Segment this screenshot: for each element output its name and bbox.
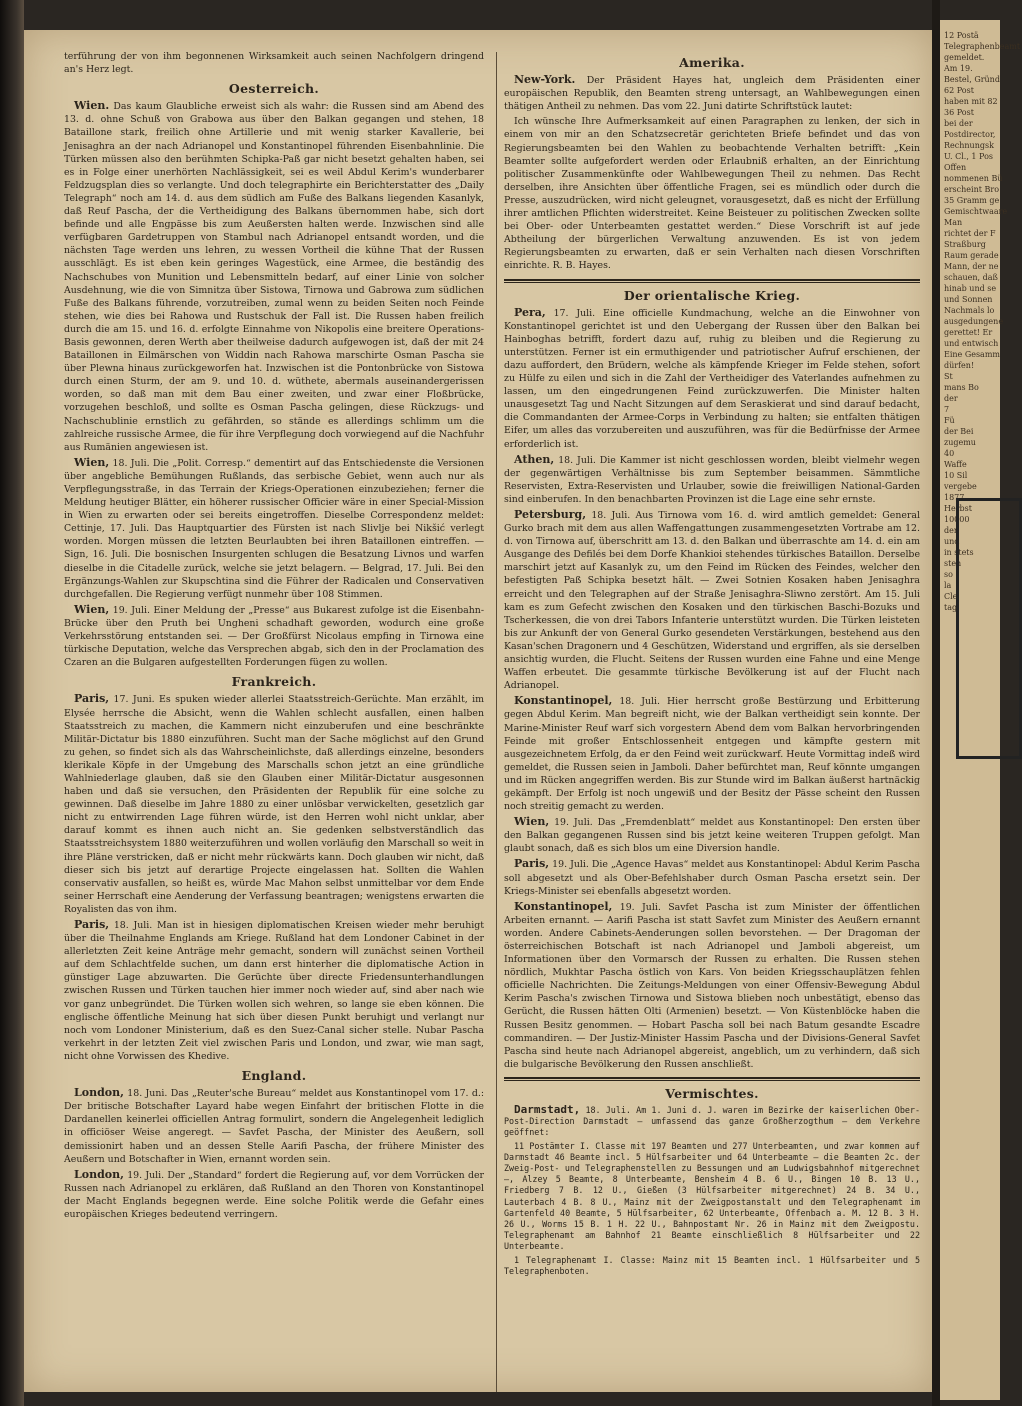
article-paragraph bbox=[64, 1086, 484, 1166]
article-text: 18. Juli. Die „Polit. Corresp.“ dementirt auf das Entschiedenste die Versionen über angebliche Bemühungen Rußlands, das serbische Gebiet, wenn auch nur als Verpflegungsstraße, in das Terrain der Kriegs-Operationen einzubeziehen; ferner die Meldung heutiger Blätter, ein höherer russischer Officier wäre in einer Special-Mission in Wien zu erwarten oder sei bereits eingetroffen. Dieselbe Correspondenz meldet: Cettinje, 17. Juli. Das Hauptquartier des Fürsten ist nach Slivlje bei Nikšić verlegt worden. Morgen müssen die letzten Beurlaubten bei ihren Bataillonen eintreffen. — Sign, 16. Juli. Die bosnischen Insurgenten schlugen die Besatzung Livnos und warfen dieselbe in die Citadelle zurück, welche sie jetzt belagern. — Belgrad, 17. Juli. Bei den Ergänzungs-Wahlen zur Skupschtina sind die Führer der Radicalen und Conservativen durchgefallen. Die Regierung verfügt nunmehr über 108 Stimmen. bbox=[64, 457, 484, 600]
section-heading: Frankreich. bbox=[231, 674, 317, 690]
article-paragraph bbox=[504, 694, 920, 813]
section-heading: Vermischtes. bbox=[665, 1085, 759, 1101]
article-dateline: Konstantinopel, bbox=[514, 899, 613, 913]
adjacent-page-fragment: Nachmals lo bbox=[944, 306, 995, 315]
article-dateline: Konstantinopel, bbox=[514, 694, 613, 708]
section-heading: Der orientalische Krieg. bbox=[623, 287, 801, 303]
article-paragraph bbox=[504, 857, 920, 897]
adjacent-page-fragment: in stets bbox=[944, 548, 974, 557]
article-paragraph bbox=[504, 73, 920, 113]
adjacent-page-fragment: und Sonnen bbox=[944, 295, 993, 304]
article-paragraph bbox=[64, 99, 484, 454]
article-text: 18. Juli. Man ist in hiesigen diplomatischen Kreisen wieder mehr beruhigt über die Theilnahme Englands am Kriege. Rußland hat dem Londoner Cabinet in der allerletzten Zeit keine Anträge mehr gemacht, sondern will zunächst seinen Vortheil auf dem Schlachtfelde suchen, um dann erst hinterher die diplomatische Action in günstiger Lage abzuwarten. Die Gerüchte über directe Friedensunterhandlungen zwischen Russen und Türken tauchen hier immer noch wieder auf, sind aber nach wie vor ganz unbegründet. Die Türken wollen sich wehren, so lange sie eben können. Die englische öffentliche Meinung hat sich über diesen Punkt beruhigt und verlangt nur noch vom Londoner Ministerium, daß es den Suez-Canal sicher stelle. Nubar Pascha verkehrt in der letzten Zeit viel zwischen Paris und London, und zwar, wie man sagt, nicht ohne Vorwissen des Khedive. bbox=[64, 920, 484, 1062]
article-text: 18. Juli. Die Kammer ist nicht geschlossen worden, bleibt vielmehr wegen der gegenwärtigen Verhältnisse bis zum September beisammen. Sämmtliche Reservisten, Extra-Reservisten und Urlauber, sowie die freiwilligen National-Garden sind einberufen. In den benachbarten Provinzen ist die Lage eine sehr ernste. bbox=[504, 454, 920, 505]
adjacent-page-fragment: 35 Gramm ge bbox=[944, 196, 1000, 205]
adjacent-page-fragment: Raum gerade bbox=[944, 251, 999, 260]
article-text: 17. Juli. Eine officielle Kundmachung, welche an die Einwohner von Konstantinopel gerichtet ist und den Uebergang der Russen über den Balkan bei Hainboghas betrifft, fordert dazu auf, ruhig zu bleiben und die Regierung zu unterstützen. Ferner ist ein ermuthigender und patriotischer Aufruf erschienen, der dazu auffordert, den Brüdern, welche als kämpfende Krieger im Felde stehen, sofort zu Hülfe zu eilen und sich in die Zahl der Vertheidiger des Vaterlandes aufnehmen zu lassen, um den eingedrungenen Feind zurückzuwerfen. Die Minister halten unausgesetzt Tag und Nacht Sitzungen auf dem Seraskierat und sind darauf bedacht, die Commandanten der Armee-Corps in Verbindung zu halten; sie entfalten thätigen Eifer, um alles das vorzubereiten und auszuführen, was für die Bedürfnisse der Armee erforderlich ist. bbox=[504, 307, 920, 450]
article-dateline: Pera, bbox=[514, 305, 546, 319]
article-dateline: Wien, bbox=[514, 815, 550, 829]
article-text: Ich wünsche Ihre Aufmerksamkeit auf einen Paragraphen zu lenken, der sich in einem von mir an den Schatzsecretär gerichteten Briefe befindet und das von Regierungsbeamten bei den Wahlen zu beobachtende Verhalten betrifft: „Kein Beamter sollte aufgefordert werden oder Erlaubniß erhalten, an der Einrichtung politischer Zusammenkünfte oder Wahlbewegungen Theil zu nehmen. Das Recht derselben, ihre Ansichten über öffentliche Fragen, sei es mündlich oder durch die Presse, auszudrücken, wird nicht geleugnet, vorausgesetzt, daß es nicht der Erfüllung ihrer amtlichen Pflichten widerstreitet. Keine Beisteuer zu politischen Zwecken sollte bei Ober- oder Unterbeamten gestattet werden.“ Diese Vorschrift ist auf jede Abtheilung der bürgerlichen Verwaltung anzuwenden. Es ist von jedem Regierungsbeamten zu erwarten, daß er sein Verhalten nach diesen Vorschriften einrichte. R. B. Hayes. bbox=[504, 116, 920, 272]
adjacent-page-fragment: richtet der F bbox=[944, 229, 996, 238]
adjacent-page-fragment: hinab und se bbox=[944, 284, 997, 293]
adjacent-page-fragment: und bbox=[944, 537, 960, 546]
book-spine bbox=[0, 0, 24, 1406]
adjacent-page-fragment: ausgedungene bbox=[944, 317, 1004, 326]
adjacent-page-fragment: 12 Postä bbox=[944, 31, 979, 40]
left-column bbox=[64, 50, 484, 1223]
article-dateline: Wien, bbox=[74, 455, 110, 469]
article-text: Der Präsident Hayes hat, ungleich dem Präsidenten einer europäischen Republik, den Beamten streng untersagt, an Wahlbewegungen einen thätigen Antheil zu nehmen. Das vom 22. Juni datirte Schriftstück lautet: bbox=[504, 75, 921, 113]
adjacent-page-fragment: und entwisch bbox=[944, 339, 999, 348]
adjacent-page-fragment: 36 Post bbox=[944, 108, 974, 117]
article-paragraph bbox=[504, 306, 920, 451]
adjacent-page-fragment: mans Bo bbox=[944, 383, 979, 392]
adjacent-page-fragment: Waffe bbox=[944, 460, 967, 469]
article-text: 19. Juli. Savfet Pascha ist zum Minister der öffentlichen Arbeiten ernannt. — Aarifi Pascha ist statt Savfet zum Minister des Aeußern ernannt worden. Andere Cabinets-Aenderungen sollen bevorstehen. — Der Dragoman der österreichischen Botschaft ist nach Adrianopel und Jamboli abgereist, um Informationen über den Vormarsch der Russen zu erhalten. Die Russen stehen nördlich, Mukhtar Pascha östlich von Kars. Von beiden Kriegsschauplätzen fehlen officielle Nachrichten. Die Zeitungs-Meldungen von einer Offensiv-Bewegung Abdul Kerim Pascha's zwischen Tirnowa und Sistowa blieben noch unbestätigt, ebenso das Gerücht, die Russen hätten Olti (Armenien) besetzt. — Von Küstenblöcke haben die Russen Besitz genommen. — Hobart Pascha soll bei nach Batum gesandte Escadre commandiren. — Der Justiz-Minister Hassim Pascha und der Divisions-General Savfet Pascha sind heute nach Adrianopel abgereist, angeblich, um zu verhindern, daß sich die bulgarische Bevölkerung den Russen anschließt. bbox=[504, 901, 920, 1070]
adjacent-page-fragment: tag bbox=[944, 603, 958, 612]
article-text: 19. Juli. Einer Meldung der „Presse“ aus Bukarest zufolge ist die Eisenbahn-Brücke über den Pruth bei Ungheni schadhaft geworden, wodurch eine große Verkehrsstörung entstanden sei. — Der Großfürst Nicolaus empfing in Tirnowa eine türkische Deputation, welche das Versprechen abgab, sich den in der Proclamation des Czaren an die Bulgaren aufgestellten Forderungen fügen zu wollen. bbox=[64, 604, 484, 669]
adjacent-page-fragment: schauen, daß bbox=[944, 273, 998, 282]
article-dateline: Paris, bbox=[74, 918, 110, 931]
article-paragraph bbox=[504, 115, 920, 272]
article-text: 19. Juli. Die „Agence Havas“ meldet aus Konstantinopel: Abdul Kerim Pascha soll abgesetzt und als Ober-Befehlshaber durch Osman Pascha ersetzt sein. Der Kriegs-Minister sei ebenfalls abgesetzt worden. bbox=[504, 859, 920, 897]
adjacent-page-fragment: 62 Post bbox=[944, 86, 974, 95]
article-text: 18. Juli. Hier herrscht große Bestürzung und Erbitterung gegen Abdul Kerim. Man begreift nicht, wie der Balkan vertheidigt sein konnte. Der Marine-Minister Reuf warf sich vorgestern Abend dem vom Balkan hervorbringenden Feinde mit großer Entschlossenheit entgegen und kämpfte gestern mit ausgezeichnetem Erfolg, da er den Feind weit zurückwarf. Heute Vormittag indeß wird gemeldet, die Russen seien in Jamboli. Daher befürchtet man, Reuf könnte umgangen und im Rücken angegriffen werden. Bis zur Stunde wird im Balkan äußerst hartnäckig gekämpft. Der Erfolg ist noch ungewiß und der Besitz der Pässe scheint den Russen noch streitig gemacht zu werden. bbox=[504, 696, 920, 813]
adjacent-page-fragment: Straßburg bbox=[944, 240, 986, 249]
adjacent-page-fragment: zugemu bbox=[944, 438, 976, 447]
article-dateline: London, bbox=[74, 1167, 124, 1181]
right-column bbox=[504, 50, 920, 1279]
adjacent-page-fragment: Herbst bbox=[944, 504, 972, 513]
adjacent-page-fragment: steh bbox=[944, 559, 962, 568]
article-dateline: Wien, bbox=[74, 602, 110, 616]
article-text: 17. Juni. Es spuken wieder allerlei Staatsstreich-Gerüchte. Man erzählt, im Elysée herrsche die Absicht, wenn die Wahlen schlecht ausfallen, einen halben Staatsstreich zu machen, die Kammern nicht einzuberufen und eine beschränkte Militär-Dictatur bis 1880 einzuführen. Sucht man der Sache möglichst auf den Grund zu gehen, so findet sich als das Wahrscheinlichste, daß allerdings einzelne, besonders klerikale Köpfe in der Umgebung des Marschalls schon jetzt an eine gründliche Wahlniederlage glauben, daß sie den Glauben einer Militär-Dictatur ausgesonnen haben und daß sie versuchen, den Präsidenten der Republik für eine solche zu gewinnen. Daß dieselbe im Jahre 1880 zu einer unlösbar verwickelten, gesetzlich gar nicht zu entwirrenden Lage führen würde, ist den Herren wohl nicht unklar, aber darauf kommt es ihnen auch nicht an. Sie gedenken selbstverständlich das Staatsstreichsystem 1880 weiterzuführen und wollen vorläufig den Marschall so weit in ihre Pläne verstricken, daß er nicht mehr rückwärts kann. Doch glauben wir nicht, daß dieser sich bis jetzt auf derartige Projecte eingelassen hat. Sollten die Wahlen conservativ ausfallen, so heißt es, würde Mac Mahon selbst unmittelbar vor dem Ende seiner Herrschaft eine Aenderung der Verfassung beantragen; wenigstens erwarten die Royalisten das von ihm. bbox=[64, 694, 484, 915]
adjacent-page-fragment: gerettet! Er bbox=[944, 328, 993, 337]
article-text: 18. Juli. Am 1. Juni d. J. waren im Bezirke der kaiserlichen Ober-Post-Direction Darmstadt — umfassend das ganze Großherzogthum — dem Verkehre geöffnet: bbox=[504, 1105, 920, 1138]
article-paragraph bbox=[64, 1168, 484, 1221]
adjacent-page-fragment: Offen bbox=[944, 163, 967, 172]
adjacent-page-fragment: 1877, bbox=[944, 493, 967, 502]
article-dateline: New-York. bbox=[514, 73, 576, 87]
article-paragraph bbox=[504, 453, 920, 506]
newspaper-page bbox=[24, 30, 932, 1392]
adjacent-page-fragment: St bbox=[944, 372, 953, 381]
adjacent-page-fragment: 10 Sil bbox=[944, 471, 968, 480]
adjacent-page-fragment: Mann, der ne bbox=[944, 262, 999, 271]
article-text: Das kaum Glaubliche erweist sich als wahr: die Russen sind am Abend des 13. d. ohne Schuß von Grabowa aus über den Balkan gegangen und stehen, 18 Bataillone stark, freilich ohne Artillerie und mit wenig starker Kavallerie, bei Jenisaghra an der nach Adrianopel und Konstantinopel führenden Eisenbahnlinie. Die Türken müssen also den berühmten Schipka-Paß gar nicht besetzt gehalten haben, sei es in Folge einer unerhörten Nachlässigkeit, sei es weil Abdul Kerim's wunderbarer Feldzugsplan dies so verlangte. Und doch telegraphirte ein Berichterstatter des „Daily Telegraph“ noch am 14. d. aus dem südlich am Fuße des Balkans liegenden Kasanlyk, daß Reuf Pascha, der die Vertheidigung des Balkans übernommen habe, sich dort befinde und alle Engpässe bis zum Aeußersten halten werde. Inzwischen sind alle verfügbaren Gardetruppen von Stambul nach Adrianopel entsandt worden, und die nächsten Tage werden uns lehren, zu wessen Vortheil die kühne That der Russen ausschlägt. Es ist eben kein geringes Wagestück, eine Armee, die beständig des Nachschubes von Munition und Lebensmitteln bedarf, auf einer Linie von solcher Ausdehnung, wie die von Simnitza über Sistowa, Tirnowa und Gabrowa zum südlichen Fuße des Balkans führende, vorzutreiben, zumal wenn zu beiden Seiten noch Feinde stehen, wie dies bei Rahowa und Rustschuk der Fall ist. Die Russen haben freilich durch die am 15. und 16. d. erfolgte Einnahme von Nikopolis eine breitere Operations-Basis gewonnen, deren Werth aber theilweise dadurch aufgewogen ist, daß der mit 24 Bataillonen in Eilmärschen von Widdin nach Rahowa marschirte Osman Pascha sie über Plewna hinaus zurückgeworfen hat. Inzwischen ist die Pontonbrücke von Sistowa durch einen Sturm, der am 9. und 10. d. wüthete, abermals auseinandergerissen worden, so daß man mit dem Bau einer zweiten, und zwar einer Floßbrücke, vorzugehen beschloß, und sollte es Osman Pascha gelingen, diese Rückzugs- und Nachschublinie ernstlich zu gefährden, so stände es allerdings schlimm um die zahlreiche russische Armee, die für ihre Verpflegung doch vorwiegend auf die Nachfuhr aus Rumänien angewiesen ist. bbox=[64, 101, 484, 453]
article-paragraph bbox=[504, 508, 920, 692]
article-paragraph bbox=[504, 815, 920, 855]
article-text: 18. Juni. Das „Reuter'sche Bureau“ meldet aus Konstantinopel vom 17. d.: Der britische Botschafter Layard habe wegen Einfahrt der britischen Flotte in die Dardanellen keinerlei officiellen Antrag formulirt, sondern die Angelegenheit lediglich in officiöser Weise angeregt. — Savfet Pascha, der Minister des Aeußern, soll demissionirt haben und an dessen Stelle Aarifi Pascha, der frühere Minister des Aeußern und Botschafter in Wien, ernannt worden sein. bbox=[64, 1088, 485, 1165]
adjacent-page-fragment: vergebe bbox=[944, 482, 977, 491]
section-rule bbox=[504, 1077, 920, 1081]
adjacent-page-fragment: gemeldet. bbox=[944, 53, 985, 62]
article-text: 18. Juli. Aus Tirnowa vom 16. d. wird amtlich gemeldet: General Gurko brach mit dem aus allen Waffengattungen zusammengesetzten Vortrabe am 12. d. von Tirnowa auf, überschritt am 13. d. den Balkan und überraschte am 14. d. ein am Ausgange des Defilés bei dem Dorfe Khankioi stehendes türkisches Bataillon. Derselbe marschirt jetzt auf Kasanlyk zu, um den Feind im Rücken des Feindes, welcher den befestigten Paß Schipka besetzt hält. — Zwei Sotnien Kosaken haben Jenisaghra erreicht und den Telegraphen auf der Straße Jenisaghra-Sliwno zerstört. Am 15. Juli kam es zum Gefecht zwischen den Kosaken und den türkischen Baschi-Bozuks und Tscherkessen, die von drei Tabors Infanterie unterstützt wurden. Die Türken leisteten bis zur Ankunft der von General Gurko gesendeten Verstärkungen, bestehend aus den Kasan'schen Dragonern und 4 Geschützen, Widerstand und ergriffen, als sie derselben ansichtig wurden, die Flucht. Seitens der Russen wurden eine Fahne und eine Menge Waffen erbeutet. Die gesammte türkische Bevölkerung ist auf der Flucht nach Adrianopel. bbox=[504, 510, 920, 692]
article-text: 19. Juli. Der „Standard“ fordert die Regierung auf, vor dem Vorrücken der Russen nach Adrianopel zu erklären, daß Rußland an den Thoren von Konstantinopel der Macht Englands begegnen werde. Eine solche Politik werde die Gefahr eines europäischen Krieges bedeutend verringern. bbox=[64, 1169, 484, 1220]
article-paragraph bbox=[504, 1141, 920, 1253]
adjacent-page-fragment: Gemischtwaare bbox=[944, 207, 1008, 216]
article-dateline: Athen, bbox=[514, 452, 555, 466]
adjacent-page-fragment: U. Cl., 1 Pos bbox=[944, 152, 994, 161]
adjacent-page-fragment: Cle bbox=[944, 592, 958, 601]
adjacent-page-fragment: Rechnungsk bbox=[944, 141, 994, 150]
section-heading: England. bbox=[241, 1068, 307, 1084]
intro-paragraph: terführung der von ihm begonnenen Wirksamkeit auch seinen Nachfolgern dringend an's Herz legt. bbox=[64, 51, 484, 76]
article-paragraph bbox=[504, 1104, 920, 1139]
adjacent-page-fragment: Man bbox=[944, 218, 963, 227]
article-paragraph bbox=[64, 692, 484, 916]
adjacent-page-fragment: den bbox=[944, 526, 960, 535]
adjacent-page-fragment: Am 19. bbox=[944, 64, 973, 73]
section-rule bbox=[504, 279, 920, 283]
article-dateline: Darmstadt, bbox=[514, 1103, 581, 1117]
article-dateline: Paris, bbox=[74, 692, 110, 706]
adjacent-page-fragment: bei der bbox=[944, 119, 973, 128]
adjacent-page-fragment: der Bei bbox=[944, 427, 974, 436]
adjacent-page-fragment: 10000 bbox=[944, 515, 970, 524]
section-heading: Oesterreich. bbox=[228, 81, 320, 97]
article-paragraph bbox=[504, 900, 920, 1071]
adjacent-page-fragment: haben mit 82 bbox=[944, 97, 998, 106]
adjacent-page-fragment: erscheint Bro bbox=[944, 185, 1000, 194]
article-paragraph bbox=[504, 1255, 920, 1277]
article-paragraph bbox=[64, 603, 484, 669]
article-text: 19. Juli. Das „Fremdenblatt“ meldet aus Konstantinopel: Den ersten über den Balkan gegangenen Russen sind bis jetzt keine weiteren Truppen gefolgt. Man glaubt sonach, daß es sich blos um eine Diversion handle. bbox=[504, 817, 921, 855]
article-dateline: Paris, bbox=[514, 857, 550, 871]
article-dateline: London, bbox=[74, 1086, 124, 1100]
article-text: 11 Postämter I. Classe mit 197 Beamten und 277 Unterbeamten, und zwar kommen auf Darmstadt 46 Beamte incl. 5 Hülfsarbeiter und 64 Unterbeamte — die Beamten 2c. der Zweig-Post- und Telegraphenstellen zu Bessungen und am Ludwigsbahnhof mitgerechnet —, Alzey 5 Beamte, 8 Unterbeamte, Bensheim 4 B. 6 U., Bingen 10 B. 13 U., Friedberg 7 B. 12 U., Gießen (3 Hülfsarbeiter mitgerechnet) 24 B. 34 U., Lauterbach 4 B. 8 U., Mainz mit der Zweigpostanstalt und dem Telegraphenamt im Gartenfeld 40 Beamte, 5 Hülfsarbeiter, 62 Unterbeamte, Offenbach a. M. 12 B. 3 H. 26 U., Worms 15 B. 1 H. 22 U., Bahnpostamt Nr. 26 in Mainz mit dem Zweigpostu. Telegraphenamt am Bahnhof 21 Beamte einschließlich 8 Hülfsarbeiter und 22 Unterbeamte. bbox=[504, 1140, 920, 1252]
article-text: 1 Telegraphenamt I. Classe: Mainz mit 15 Beamten incl. 1 Hülfsarbeiter und 5 Telegraphenboten. bbox=[504, 1254, 920, 1276]
adjacent-page-fragment: Telegraphenbeamt bbox=[944, 42, 1021, 51]
adjacent-page-fragment: Eine Gesamm bbox=[944, 350, 1000, 359]
adjacent-page-fragment: la bbox=[944, 581, 952, 590]
adjacent-page-fragment: Bestel, Gründ bbox=[944, 75, 1000, 84]
adjacent-page-fragment: 7 bbox=[944, 405, 950, 414]
adjacent-ad-box bbox=[956, 498, 1022, 759]
adjacent-page-fragment: 40 bbox=[944, 449, 955, 458]
article-dateline: Petersburg, bbox=[514, 508, 587, 521]
page-gutter bbox=[932, 0, 940, 1406]
section-heading: Amerika. bbox=[679, 55, 745, 70]
adjacent-page-fragment: nommenen Bü bbox=[944, 174, 1003, 183]
adjacent-page-fragment: Postdirector, bbox=[944, 130, 996, 139]
column-divider bbox=[496, 52, 497, 1392]
adjacent-page-fragment: Fü bbox=[944, 416, 955, 425]
article-paragraph bbox=[64, 918, 484, 1063]
adjacent-page-edge bbox=[940, 20, 1021, 1400]
adjacent-page-fragment: dürfen! bbox=[944, 361, 975, 370]
article-dateline: Wien. bbox=[74, 99, 110, 113]
adjacent-page-fragment: so bbox=[944, 570, 953, 579]
article-paragraph bbox=[64, 456, 484, 601]
adjacent-page-fragment: der bbox=[944, 394, 958, 403]
